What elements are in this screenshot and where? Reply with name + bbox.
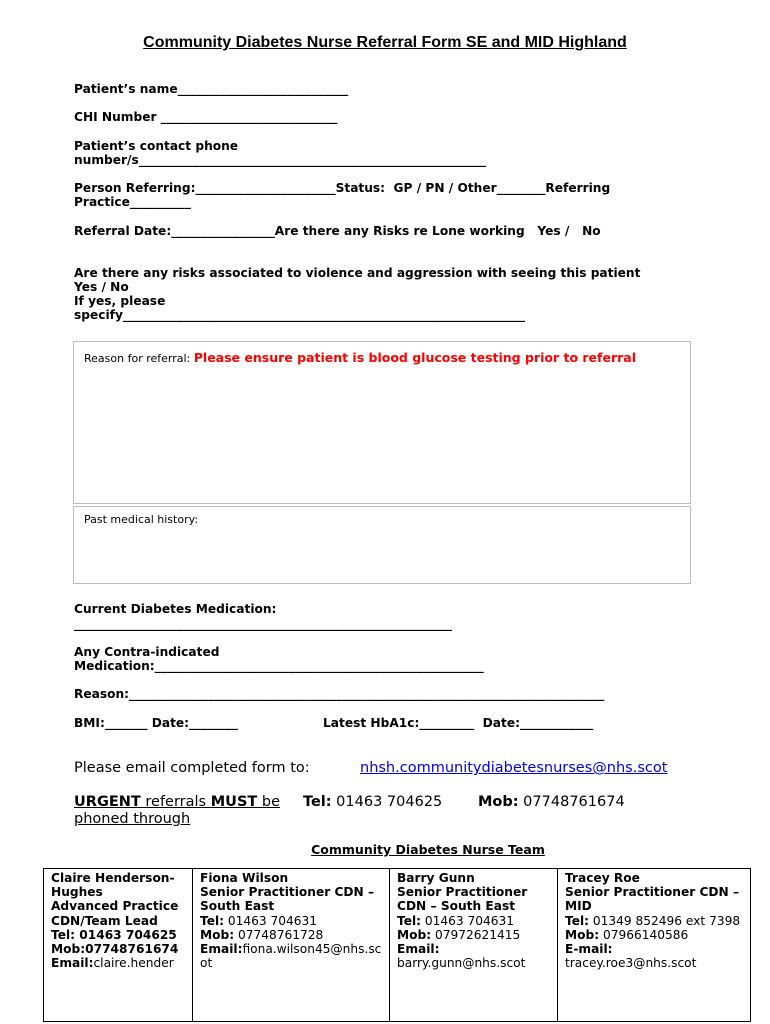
contact-phone-label: Patient’s contact phone (74, 139, 239, 153)
violence-if-yes: If yes, please (74, 294, 166, 308)
team-member-barry (390, 869, 558, 1022)
member-tel-label: Tel: (51, 927, 76, 942)
member-email-label: Email: (200, 942, 243, 957)
urgent-mob-label: Mob: (478, 794, 519, 810)
urgent-tel-number: 01463 704625 (331, 794, 443, 810)
member-email-label: Email: (51, 956, 94, 971)
member-mob-label: Mob: (565, 927, 600, 942)
urgent-mob (478, 794, 625, 811)
member-tel-label: Tel: (200, 913, 225, 928)
member-name: Barry Gunn (397, 871, 475, 885)
contra-indicated-field[interactable]: Medication:______________________________________________________ (74, 659, 484, 673)
member-tel-label: Tel: (397, 913, 422, 928)
urgent-mob-number: 07748761674 (518, 794, 625, 810)
email-prompt: Please email completed form to: (74, 760, 310, 776)
member-tel-label: Tel: (565, 913, 590, 928)
urgent-tel-label: Tel: (303, 794, 332, 810)
past-medical-history-label: Past medical history: (84, 513, 199, 526)
member-role: Senior Practitioner CDN – South East (200, 885, 375, 914)
contra-indicated-label: Any Contra-indicated (74, 645, 220, 659)
member-role: Advanced Practice CDN/Team Lead (51, 899, 179, 928)
violence-yes-no[interactable]: Yes / No (74, 280, 129, 294)
team-email-link[interactable]: nhsh.communitydiabetesnurses@nhs.scot (360, 760, 668, 776)
glucose-testing-warning: Please ensure patient is blood glucose testing prior to referral (193, 350, 636, 365)
urgent-phoned-text: phoned through (74, 811, 191, 827)
violence-specify-field[interactable]: specify__________________________________________________________________ (74, 308, 526, 322)
member-name: Fiona Wilson (200, 871, 289, 885)
team-contact-table (43, 868, 751, 1022)
team-member-fiona (193, 869, 390, 1022)
member-tel: 01463 704625 (75, 927, 177, 942)
person-referring-field[interactable]: Person Referring:_______________________Status: GP / PN / Other________Referring (74, 181, 611, 195)
referring-practice-field[interactable]: Practice__________ (74, 195, 191, 209)
team-title: Community Diabetes Nurse Team (311, 842, 545, 857)
member-mob-label: Mob: (397, 927, 432, 942)
reason-for-referral-box[interactable] (73, 341, 691, 504)
urgent-notice (74, 794, 280, 811)
member-email-label: E-mail: (565, 942, 613, 957)
member-tel: 01463 704631 (421, 913, 515, 928)
member-role: Senior Practitioner CDN – MID (565, 885, 740, 914)
contact-phone-field[interactable]: number/s_________________________________________________________ (74, 153, 487, 167)
bmi-date-field[interactable]: BMI:_______ Date:________ (74, 716, 238, 730)
violence-question: Are there any risks associated to violence and aggression with seeing this patient (74, 266, 641, 280)
member-email[interactable]: barry.gunn@nhs.scot (397, 956, 526, 971)
form-title: Community Diabetes Nurse Referral Form SE and MID Highland (143, 34, 627, 51)
member-mob: 07748761674 (85, 942, 179, 957)
member-email[interactable]: claire.hender (93, 956, 174, 971)
urgent-be-text: be (257, 794, 281, 810)
urgent-referrals-text: referrals (140, 794, 211, 810)
urgent-must-word: MUST (210, 794, 258, 810)
member-mob: 07966140586 (599, 927, 689, 942)
referral-date-field[interactable]: Referral Date:_________________Are there any Risks re Lone working Yes / No (74, 224, 601, 238)
team-member-claire (44, 869, 193, 1022)
urgent-word: URGENT (74, 794, 141, 810)
member-email[interactable]: fiona.wilson45@nhs.scot (200, 942, 382, 971)
current-medication-label: Current Diabetes Medication: (74, 602, 277, 616)
member-mob-label: Mob: (51, 942, 86, 957)
member-tel: 01349 852496 ext 7398 (589, 913, 741, 928)
reason-field[interactable]: Reason:______________________________________________________________________________ (74, 687, 605, 701)
past-medical-history-box[interactable] (73, 506, 691, 584)
member-tel: 01463 704631 (224, 913, 318, 928)
reason-for-referral-label: Reason for referral: (84, 352, 194, 365)
member-role: Senior Practitioner CDN – South East (397, 885, 528, 914)
member-email[interactable]: tracey.roe3@nhs.scot (565, 956, 697, 971)
member-name: Claire Henderson-Hughes (51, 871, 175, 900)
member-mob: 07972621415 (431, 927, 521, 942)
member-mob-label: Mob: (200, 927, 235, 942)
urgent-tel (303, 794, 442, 811)
member-mob: 07748761728 (234, 927, 324, 942)
hba1c-date-field[interactable]: Latest HbA1c:_________ Date:____________ (323, 716, 594, 730)
team-member-tracey (558, 869, 751, 1022)
current-medication-field[interactable]: ______________________________________________________________ (74, 617, 452, 631)
chi-number-field[interactable]: CHI Number _____________________________ (74, 110, 338, 124)
patient-name-field[interactable]: Patient’s name____________________________ (74, 82, 349, 96)
member-name: Tracey Roe (565, 871, 640, 885)
member-email-label: Email: (397, 942, 440, 957)
